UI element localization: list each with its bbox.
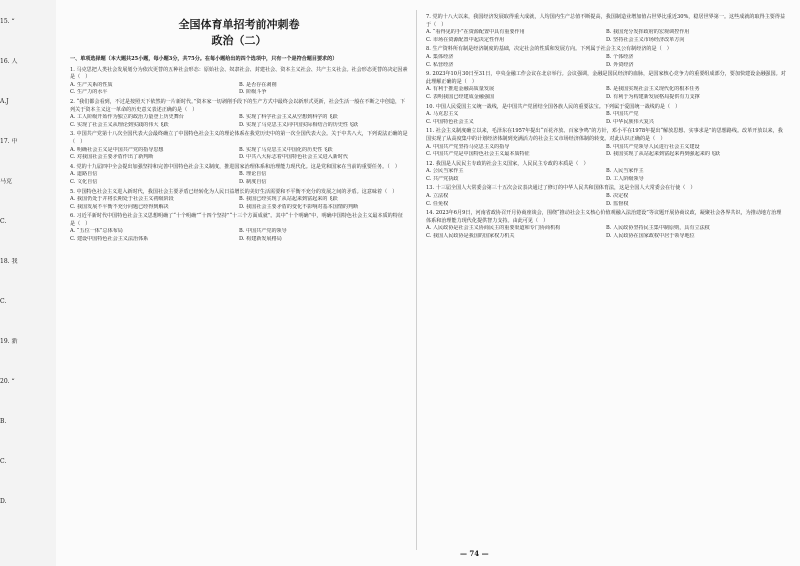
question-item (426, 14, 786, 44)
answer-option: C. 中国特色社会主义 (426, 118, 474, 125)
page-number: — 74 — (460, 549, 489, 558)
answer-option: C. 私营经济 (426, 61, 454, 68)
question-item (70, 213, 408, 243)
answer-option: C. 对我国社会主要矛盾作出了新判断 (70, 154, 154, 161)
option-grid (70, 82, 408, 97)
question-stem: 12. 我国是人民民主专政的社会主义国家，人民民主专政的本质是（ ） (426, 160, 589, 167)
question-stem: 4. 党的十九届四中全会提出加强坚持和完善中国特色社会主义制度，推进国家治理体系和治理能力现代化。这是党和国家在当前的重要任务。（ ） (70, 163, 400, 170)
answer-option: B. 实现了马克思主义中国化的历史性飞跃 (239, 146, 333, 153)
answer-option: A. 集体经济 (426, 53, 454, 60)
question-stem: 7. 党的十八大以来，我国经济发展取得重大成就，人均国内生产总值不断提高，我国制造业增加值占世界比重近30%，稳居世界第一。这些成就的取得主要得益于（ ） (426, 14, 786, 28)
question-item (426, 185, 786, 208)
answer-option: B. 我国充分发挥政府的宏观调控作用 (606, 29, 690, 36)
strip-text: 16. 人 (0, 58, 18, 65)
strip-text: 19. 新 (0, 338, 18, 345)
question-stem: 11. 社会主义制度确立以来，毛泽东在1957年提出“百花齐放、百家争鸣”的方针，邓小平在1978年提出“解放思想、实事求是”的思想路线。改革开放以来，我国实现了从高度集中的计划经济体制到充满活力的社会主义市场经济体制的转变。对此认识正确的是（ ） (426, 128, 783, 142)
answer-option: A. 立法权 (426, 193, 449, 200)
question-stem: 8. 生产资料所有制是经济制度的基础，决定社会的性质和发展方向。下列属于社会主义公有制经济的是（ ） (426, 46, 672, 53)
answer-option: C. 实现了社会主义从理论到实践的伟大飞跃 (70, 121, 169, 128)
answer-option: C. 任免权 (426, 200, 449, 207)
answer-option: A. 人民政协是社会主义协商民主的重要渠道和专门协商机构 (426, 225, 561, 232)
option-grid (70, 114, 408, 129)
answer-option: C. 中国共产党是中国特色社会主义最本质特征 (426, 151, 530, 158)
question-list (426, 14, 786, 241)
answer-option: D. 坚持社会主义市场经济改革方向 (606, 36, 685, 43)
answer-option: D. 监督权 (606, 200, 629, 207)
question-stem: 5. 中国特色社会主义进入新时代，我国社会主要矛盾已经转化为人民日益增长的美好生活需要和不平衡不充分的发展之间的矛盾。这意味着（ ） (70, 188, 398, 195)
option-grid (70, 171, 408, 186)
answer-option: D. 我国实现了从站起来到富起来再到强起来的飞跃 (606, 151, 721, 158)
question-item (70, 189, 408, 212)
strip-text: C. (0, 298, 7, 305)
exam-title: 全国体育单招考前冲刺卷 (178, 18, 300, 31)
option-grid (426, 29, 786, 44)
strip-text: C. (0, 218, 7, 225)
exam-subtitle: 政治（二） (211, 34, 267, 47)
answer-option: A. 有利于推进金融高质量发展 (426, 86, 495, 93)
question-stem: 2. “我们都会看到，不过是按照天下依然的一片新时代。”资本家一切剥削手段下的生产方式中最终会以新形式更新，社会生活一般在不断之中创造，下列关于资本主义这一革命的历史意义表述正确的是（ ） (70, 98, 406, 113)
answer-option: D. 人民政协在国家政权中居于领导地位 (606, 233, 695, 240)
strip-text: A.J (0, 98, 9, 105)
answer-option: D. 实现了马克思主义同中国实际相结合的历史性飞跃 (239, 121, 359, 128)
answer-option: A. “五位一体”总体布局 (70, 228, 123, 235)
question-item (426, 161, 786, 184)
answer-option: B. 中国共产党 (606, 111, 639, 118)
answer-option: B. 人民当家作主 (606, 168, 644, 175)
question-item (426, 128, 786, 158)
answer-option: C. 我国人民政协是我国的国家权力机关 (426, 233, 515, 240)
answer-option: B. 实现了科学社会主义从空想到科学的飞跃 (239, 114, 338, 121)
answer-option: A. 生产关系的性质 (70, 81, 113, 88)
answer-option: A. 明确社会主义是中国共产党的指导思想 (70, 146, 164, 153)
answer-option: A. 工人阶级开始作为独立的政治力量登上历史舞台 (70, 114, 184, 121)
answer-option: D. 工人阶级领导 (606, 175, 644, 182)
option-grid (426, 225, 786, 240)
answer-option: A. 我国仍处于并将长期处于社会主义初级阶段 (70, 196, 174, 203)
option-grid (426, 193, 786, 208)
answer-option: D. 有利于为构建新发展格局提供有力支撑 (606, 93, 700, 100)
question-stem: 9. 2023年10月30日至31日，中央金融工作会议在北京举行。会议强调，金融是国民经济的血脉，是国家核心竞争力的重要组成部分，要加快建设金融强国。对此理解正确的是（ ） (426, 71, 786, 85)
question-item (426, 46, 786, 69)
option-grid (70, 196, 408, 211)
answer-option: D. 我国社会主要矛盾的变化不影响对基本国情的判断 (239, 203, 359, 210)
question-item (70, 164, 408, 187)
column-divider (416, 10, 417, 550)
answer-option: D. 中华民族伟大复兴 (606, 118, 654, 125)
option-grid (426, 144, 786, 159)
answer-option: B. 决定权 (606, 193, 629, 200)
answer-option: A. 马克思主义 (426, 111, 459, 118)
option-grid (426, 86, 786, 101)
option-grid (70, 147, 408, 162)
answer-option: A. 中国共产党坚持马克思主义的指导 (426, 143, 510, 150)
strip-text: B. (0, 418, 7, 425)
answer-option: B. 我国已经实现了从站起来到富起来的飞跃 (239, 196, 338, 203)
answer-option: D. 制度自信 (239, 178, 267, 185)
answer-option: B. 是否存在剥削 (239, 81, 277, 88)
option-grid (426, 54, 786, 69)
question-stem: 3. 中国共产党第十八次全国代表大会最终确立了中国特色社会主义的理论体系在我党历史中的第一次全国代表大会。关于中共八大，下列说法正确的是（ ） (70, 131, 408, 145)
question-item (70, 67, 408, 97)
strip-text: 17. 中 (0, 138, 18, 145)
question-stem: 10. 中国人民爱国主义统一战线，是中国共产党团结全国各族人民的重要法宝。下列属于爱国统一战线的是（ ） (426, 103, 681, 110)
question-stem: 14. 2023年6月9日，河南省政协召开月协商座谈会，围绕“推动社会主义核心价值观融入法治建设”等议题开展协商议政，凝聚社会各界共识，为推动地方治理体系和治理能力现代化提供智力支持。由此可见（ ） (426, 210, 782, 224)
answer-option: D. 阶级斗争 (239, 89, 267, 96)
section-heading: 一、单项选择题（本大题共25小题，每小题3分，共75分。在每小题给出的四个选项中，只有一个是符合题目要求的） (70, 56, 338, 62)
question-item (70, 99, 408, 129)
previous-page-strip (0, 0, 56, 566)
strip-text: 20. “ (0, 378, 15, 385)
answer-option: C. 生产力的水平 (70, 89, 108, 96)
answer-option: D. 构建新发展格局 (239, 236, 282, 243)
question-item (70, 131, 408, 161)
question-stem: 13. 十三届全国人大常委会第三十五次会议表决通过了修订的中华人民共和国体育法，这是全国人大常委会在行使（ ） (426, 185, 696, 192)
answer-option: B. 理论自信 (239, 171, 267, 178)
strip-text: D. (0, 498, 7, 505)
right-column (426, 14, 786, 243)
strip-text: C. (0, 458, 7, 465)
answer-option: D. 中共八大标志着中国特色社会主义进入新时代 (239, 154, 349, 161)
answer-option: B. 个体经济 (606, 53, 634, 60)
question-stem: 6. 习近平新时代中国特色社会主义思想明确了“十个明确”“十四个坚持”“十三个方面成就”。其中“十个明确”中，明确中国特色社会主义最本质的特征是（ ） (70, 213, 403, 227)
answer-option: C. 文化自信 (70, 178, 98, 185)
answer-option: A. 公民当家作主 (426, 168, 464, 175)
answer-option: C. 共产党执政 (426, 175, 459, 182)
question-list (70, 67, 408, 244)
question-item (426, 210, 786, 240)
option-grid (70, 228, 408, 243)
question-item (426, 71, 786, 101)
answer-option: B. 人民政协坚持民主集中制原则，具有立法权 (606, 225, 710, 232)
strip-text: 马克 (0, 178, 13, 185)
answer-option: B. 是我国实现社会主义现代化的根本任务 (606, 86, 700, 93)
answer-option: A. 道路自信 (70, 171, 98, 178)
question-item (426, 104, 786, 127)
answer-option: C. 我国发展不平衡不充分问题已经得到解决 (70, 203, 169, 210)
option-grid (426, 168, 786, 183)
answer-option: C. 建设中国特色社会主义法治体系 (70, 236, 149, 243)
answer-option: C. 市场在资源配置中起决定性作用 (426, 36, 505, 43)
answer-option: C. 表明我国已经建成金融强国 (426, 93, 495, 100)
answer-option: B. 中国共产党领导人民进行社会主义建设 (606, 143, 700, 150)
answer-option: B. 中国共产党的领导 (239, 228, 287, 235)
answer-option: A. “看得见的手”在资源配置中具有重要作用 (426, 29, 525, 36)
answer-option: D. 外资经济 (606, 61, 634, 68)
option-grid (426, 111, 786, 126)
strip-text: 15. “ (0, 18, 15, 25)
question-stem: 1. 马克思把人类社会发展划分为依次更替的五种社会形态：原始社会、奴隶社会、封建社会、资本主义社会、共产主义社会。社会形态更替的决定因素是（ ） (70, 66, 408, 81)
left-column (70, 14, 408, 246)
strip-text: 18. 我 (0, 258, 18, 265)
